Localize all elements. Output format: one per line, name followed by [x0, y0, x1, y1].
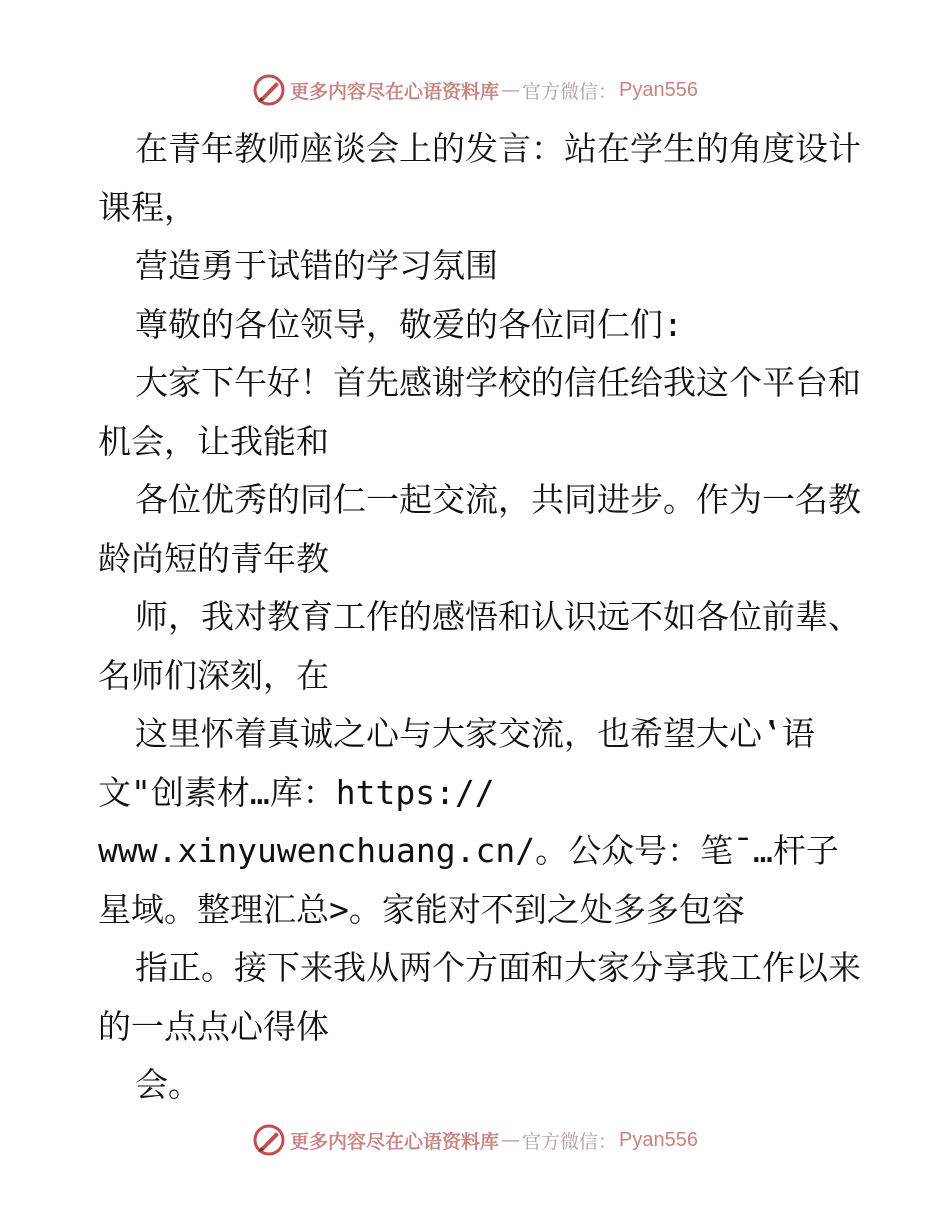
promo-text: 更多内容尽在心语资料库 [290, 1130, 500, 1153]
quill-pen-circle-icon [252, 1123, 286, 1157]
dash-separator: — [501, 79, 521, 101]
paragraph-body: 师，我对教育工作的感悟和认识远不如各位前辈、名师们深刻，在 [98, 597, 861, 695]
paragraph-body: 会。 [135, 1065, 201, 1104]
paragraph-title-1: 在青年教师座谈会上的发言：站在学生的角度设计课程， [98, 129, 861, 227]
wechat-id: Pyan556 [619, 78, 698, 101]
paragraph-body: 各位优秀的同仁一起交流，共同进步。作为一名教龄尚短的青年教 [98, 480, 861, 578]
paragraph-body: 指正。接下来我从两个方面和大家分享我工作以来的一点点心得体 [98, 948, 861, 1046]
document-body [98, 120, 868, 1115]
wechat-label: 官方微信： [522, 80, 618, 103]
header-banner [0, 70, 950, 110]
paragraph-title-2: 营造勇于试错的学习氛围 [135, 246, 498, 285]
wechat-label: 官方微信： [522, 1130, 618, 1153]
paragraph-body: 这里怀着真诚之心与大家交流，也希望大心‛语文"创素材…库：https:// [98, 714, 815, 812]
paragraph-salutation: 尊敬的各位领导，敬爱的各位同仁们: [135, 304, 683, 344]
wechat-id: Pyan556 [619, 1128, 698, 1151]
quill-pen-circle-icon [252, 73, 286, 107]
dash-separator: — [501, 1129, 521, 1151]
promo-text: 更多内容尽在心语资料库 [290, 80, 500, 103]
footer-banner [0, 1120, 950, 1160]
paragraph-body: www.xinyuwenchuang.cn/。公众号：笔¯…杆子星域。整理汇总>。家能对不到之处多多包容 [98, 831, 839, 929]
paragraph-greeting: 大家下午好！首先感谢学校的信任给我这个平台和机会，让我能和 [98, 363, 861, 461]
